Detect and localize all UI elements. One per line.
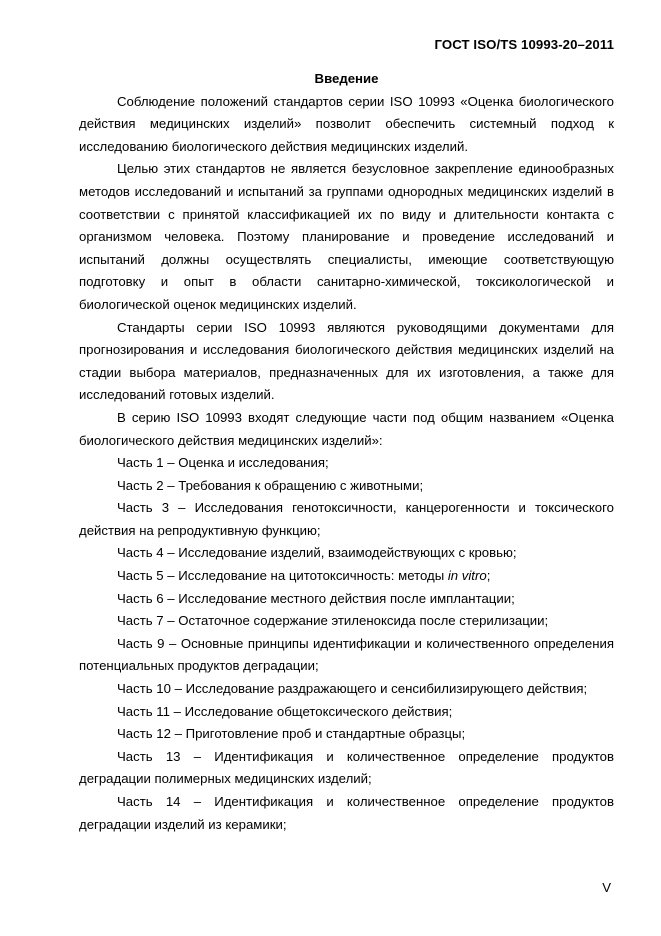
paragraph: Целью этих стандартов не является безусловное закрепление единообразных методов исследований и испытаний за группами однородных медицинских изделий в соответствии с принятой классификацией их по виду и длительности контакта с организмом человека. Поэтому планирование и проведение исследований и испытаний должны осуществлять специалисты, имеющие соответствующую подготовку и опыт в области санитарно-химической, токсикологической и биологической оценок медицинских изделий. [79, 161, 614, 312]
paragraph: В серию ISO 10993 входят следующие части под общим названием «Оценка биологического действия медицинских изделий»: [79, 409, 614, 448]
list-item: Часть 4 – Исследование изделий, взаимодействующих с кровью; [117, 545, 517, 561]
section-title: Введение [314, 71, 379, 86]
list-item [79, 565, 614, 588]
list-item: Часть 2 – Требования к обращению с животными; [117, 477, 424, 493]
list-item: Часть 1 – Оценка и исследования; [117, 455, 329, 471]
list-item: Часть 12 – Приготовление проб и стандартные образцы; [117, 726, 466, 742]
list-item: Часть 14 – Идентификация и количественное определение продуктов деградации изделий из керамики; [79, 794, 614, 832]
list-item: Часть 6 – Исследование местного действия после имплантации; [117, 590, 515, 606]
document-code-header: ГОСТ ISO/TS 10993-20–2011 [434, 37, 614, 52]
document-body [79, 68, 614, 836]
paragraph: Стандарты серии ISO 10993 являются руководящими документами для прогнозирования и исследования биологического действия медицинских изделий на стадии выбора материалов, предназначенных для их изготовления, а также для исследований готовых изделий. [79, 319, 614, 403]
page-number: V [602, 880, 611, 895]
paragraph: Соблюдение положений стандартов серии ISO 10993 «Оценка биологического действия медицинских изделий» позволит обеспечить системный подход к исследованию биологического действия медицинских изделий. [79, 93, 614, 154]
list-item: Часть 13 – Идентификация и количественное определение продуктов деградации полимерных медицинских изделий; [79, 748, 614, 787]
list-item: Часть 7 – Остаточное содержание этиленоксида после стерилизации; [117, 613, 549, 629]
list-item-text: Часть 5 – Исследование на цитотоксичность: методы [117, 568, 448, 584]
list-item: Часть 3 – Исследования генотоксичности, канцерогенности и токсического действия на репродуктивную функцию; [79, 500, 614, 538]
list-item: Часть 9 – Основные принципы идентификации и количественного определения потенциальных продуктов деградации; [79, 635, 614, 674]
list-item: Часть 10 – Исследование раздражающего и сенсибилизирующего действия; [117, 681, 588, 697]
italic-term: in vitro [447, 568, 487, 584]
list-item-punct: ; [486, 568, 491, 584]
list-item: Часть 11 – Исследование общетоксического действия; [117, 703, 453, 719]
